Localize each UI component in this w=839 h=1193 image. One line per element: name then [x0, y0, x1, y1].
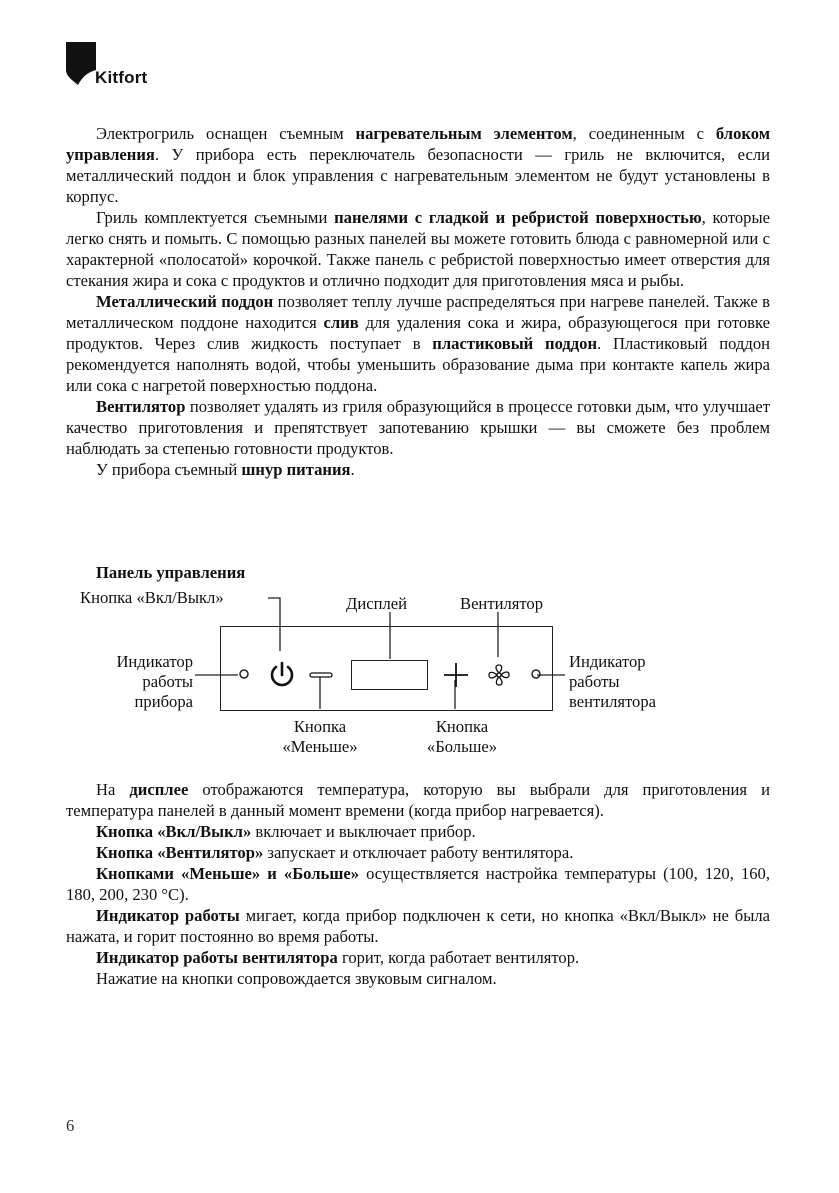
text-run: , которые легко снять и помыть. С помощью разных панелей вы можете готовить блюда с равномерной или с характерной «полосатой» корочкой. Также панель с ребристой поверхностью имеет отверстия для стекания жира и сока с продуктов и отлично подходит для приготовления мяса и рыбы. — [66, 208, 770, 290]
plus-icon[interactable] — [443, 662, 469, 688]
power-icon[interactable] — [267, 660, 297, 690]
fan-indicator-label: Индикатор работы вентилятора — [569, 652, 657, 711]
work-indicator-label: Индикатор работы прибора — [116, 652, 193, 711]
bold-term: Кнопка «Вентилятор» — [96, 843, 264, 862]
text-run: Нажатие на кнопки сопровождается звуковым сигналом. — [96, 969, 497, 988]
kitfort-logo-text: Kitfort — [95, 68, 148, 87]
text-run: осуществляется настройка температуры (100, 120, 160, 180, 200, 230 °C). — [66, 864, 770, 904]
paragraph — [66, 863, 770, 905]
bold-term: Вентилятор — [96, 397, 186, 416]
fan-label: Вентилятор — [460, 594, 543, 613]
bold-term: Индикатор работы вентилятора — [96, 948, 338, 967]
bold-term: пластиковый поддон — [432, 334, 598, 353]
text-run: , соединенным с — [572, 124, 716, 143]
bold-term: слив — [323, 313, 359, 332]
intro-text — [66, 123, 770, 480]
display-window — [351, 660, 428, 690]
control-panel-box — [220, 626, 553, 711]
text-run: У прибора съемный — [96, 460, 242, 479]
bold-term: шнур питания — [241, 460, 351, 479]
fan-indicator-led — [532, 670, 540, 678]
paragraph — [66, 821, 770, 842]
text-run: позволяет удалять из гриля образующийся в процессе готовки дым, что улучшает качество приготовления и препятствует запотеванию крышки — вы сможете без проблем наблюдать за степенью готовности продуктов. — [66, 397, 770, 458]
bold-term: Индикатор работы — [96, 906, 240, 925]
control-description-text — [66, 779, 770, 989]
paragraph — [66, 207, 770, 291]
kitfort-logo — [66, 42, 176, 88]
text-run: Гриль комплектуется съемными — [96, 208, 335, 227]
power-button-label: Кнопка «Вкл/Выкл» — [80, 588, 224, 607]
minus-icon[interactable] — [309, 670, 333, 680]
text-run: запускает и отключает работу вентилятора. — [263, 843, 574, 862]
paragraph — [66, 947, 770, 968]
text-run: . — [350, 460, 355, 479]
control-panel-title: Панель управления — [96, 563, 246, 582]
bold-term: Кнопка «Вкл/Выкл» — [96, 822, 252, 841]
paragraph — [66, 291, 770, 396]
text-run: мигает, когда прибор подключен к сети, но кнопка «Вкл/Выкл» не была нажата, и горит постоянно во время работы. — [66, 906, 770, 946]
paragraph — [66, 396, 770, 459]
bold-term: блоком управления — [66, 124, 771, 164]
paragraph — [66, 905, 770, 947]
text-run: для удаления сока и жира, образующегося при готовке продуктов. Через слив жидкость поступает в — [66, 313, 770, 353]
bold-term: Кнопками «Меньше» и «Больше» — [96, 864, 359, 883]
paragraph — [66, 123, 770, 207]
paragraph — [66, 459, 770, 480]
page-number: 6 — [66, 1116, 75, 1135]
bold-term: дисплее — [129, 780, 189, 799]
work-indicator-led — [240, 670, 248, 678]
control-panel-diagram — [0, 585, 839, 765]
kitfort-logo-mark-icon — [66, 42, 96, 86]
text-run: отображаются температура, которую вы выбрали для приготовления и температура панелей в данный момент времени (когда прибор нагревается). — [66, 780, 770, 820]
paragraph — [66, 968, 770, 989]
text-run: . Пластиковый поддон рекомендуется наполнять водой, чтобы уменьшить образование дыма при контакте капель жира или сока с нагретой поверхностью поддона. — [66, 334, 770, 395]
text-run: позволяет теплу лучше распределяться при нагреве панелей. Также в металлическом поддоне находится — [66, 292, 770, 332]
text-run: Электрогриль оснащен съемным — [96, 124, 356, 143]
bold-term: Металлический поддон — [96, 292, 274, 311]
paragraph — [66, 842, 770, 863]
less-button-label: Кнопка «Меньше» — [282, 717, 358, 756]
bold-term: панелями с гладкой и ребристой поверхностью — [334, 208, 702, 227]
more-button-label: Кнопка «Больше» — [426, 717, 498, 756]
display-label: Дисплей — [346, 594, 407, 613]
paragraph — [66, 779, 770, 821]
text-run: включает и выключает прибор. — [251, 822, 476, 841]
bold-term: нагревательным элементом — [355, 124, 573, 143]
text-run: . У прибора есть переключатель безопасности — гриль не включится, если металлический поддон и блок управления с нагревательным элементом не будут установлены в корпус. — [66, 145, 770, 206]
fan-icon[interactable] — [487, 663, 511, 687]
text-run: На — [96, 780, 130, 799]
text-run: горит, когда работает вентилятор. — [337, 948, 580, 967]
